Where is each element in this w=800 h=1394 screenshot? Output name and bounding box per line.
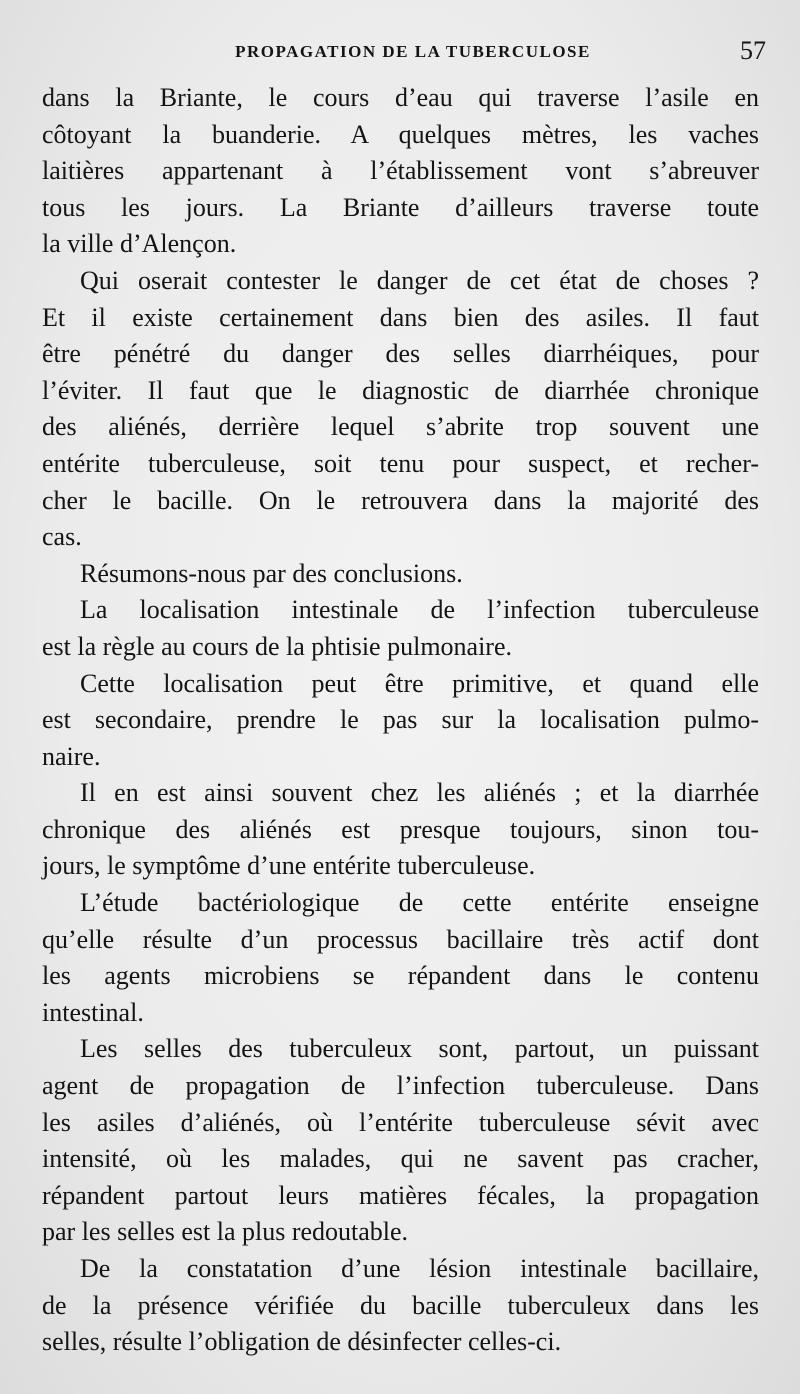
text-line: naire. bbox=[42, 741, 101, 771]
running-header bbox=[40, 36, 766, 66]
text-line: est la règle au cours de la phtisie pulmonaire. bbox=[42, 631, 513, 661]
text-line: Qui oserait contester le danger de cet état de choses ? bbox=[80, 265, 759, 295]
text-line: répandent partout leurs matières fécales, la propagation bbox=[42, 1180, 759, 1210]
text-line: L’étude bactériologique de cette entérite enseigne bbox=[80, 888, 759, 918]
text-line: intensité, où les malades, qui ne savent pas cracher, bbox=[42, 1144, 759, 1174]
text-line: l’éviter. Il faut que le diagnostic de diarrhée chronique bbox=[42, 375, 759, 405]
page-number: 57 bbox=[740, 36, 766, 65]
text-line: est secondaire, prendre le pas sur la localisation pulmo- bbox=[42, 705, 759, 735]
text-line: entérite tuberculeuse, soit tenu pour suspect, et recher- bbox=[42, 448, 759, 478]
text-line: selles, résulte l’obligation de désinfecter celles-ci. bbox=[42, 1327, 562, 1357]
text-line: dans la Briante, le cours d’eau qui traverse l’asile en bbox=[42, 83, 759, 112]
text-line: de la présence vérifiée du bacille tuberculeux dans les bbox=[42, 1290, 759, 1320]
text-line: la ville d’Alençon. bbox=[42, 229, 237, 259]
text-line: Il en est ainsi souvent chez les aliénés ; et la diarrhée bbox=[80, 778, 759, 808]
text-line: les asiles d’aliénés, où l’entérite tuberculeuse sévit avec bbox=[42, 1107, 759, 1137]
text-line: des aliénés, derrière lequel s’abrite trop souvent une bbox=[42, 412, 759, 442]
text-line: agent de propagation de l’infection tuberculeuse. Dans bbox=[42, 1071, 759, 1101]
text-line: par les selles est la plus redoutable. bbox=[42, 1217, 409, 1247]
text-line: côtoyant la buanderie. A quelques mètres, les vaches bbox=[42, 119, 759, 149]
text-line: cas. bbox=[42, 522, 82, 552]
text-line: laitières appartenant à l’établissement vont s’abreuver bbox=[42, 156, 759, 186]
text-line: cher le bacille. On le retrouvera dans la majorité des bbox=[42, 485, 759, 515]
text-line: tous les jours. La Briante d’ailleurs traverse toute bbox=[42, 192, 759, 222]
body-text bbox=[42, 80, 759, 1361]
text-line: être pénétré du danger des selles diarrhéiques, pour bbox=[42, 339, 759, 369]
text-line: La localisation intestinale de l’infection tuberculeuse bbox=[80, 595, 759, 625]
text-line: chronique des aliénés est presque toujours, sinon tou- bbox=[42, 814, 759, 844]
text-line: jours, le symptôme d’une entérite tuberculeuse. bbox=[42, 851, 536, 881]
text-line: Et il existe certainement dans bien des asiles. Il faut bbox=[42, 302, 759, 332]
text-line: Résumons-nous par des conclusions. bbox=[80, 558, 463, 588]
text-line: Les selles des tuberculeux sont, partout, un puissant bbox=[80, 1034, 759, 1064]
text-line: Cette localisation peut être primitive, et quand elle bbox=[80, 668, 759, 698]
text-line: De la constatation d’une lésion intestinale bacillaire, bbox=[80, 1254, 759, 1283]
text-line: les agents microbiens se répandent dans le contenu bbox=[42, 961, 759, 991]
running-title: PROPAGATION DE LA TUBERCULOSE bbox=[235, 42, 591, 61]
text-line: qu’elle résulte d’un processus bacillaire très actif dont bbox=[42, 924, 759, 954]
text-line: intestinal. bbox=[42, 997, 144, 1027]
